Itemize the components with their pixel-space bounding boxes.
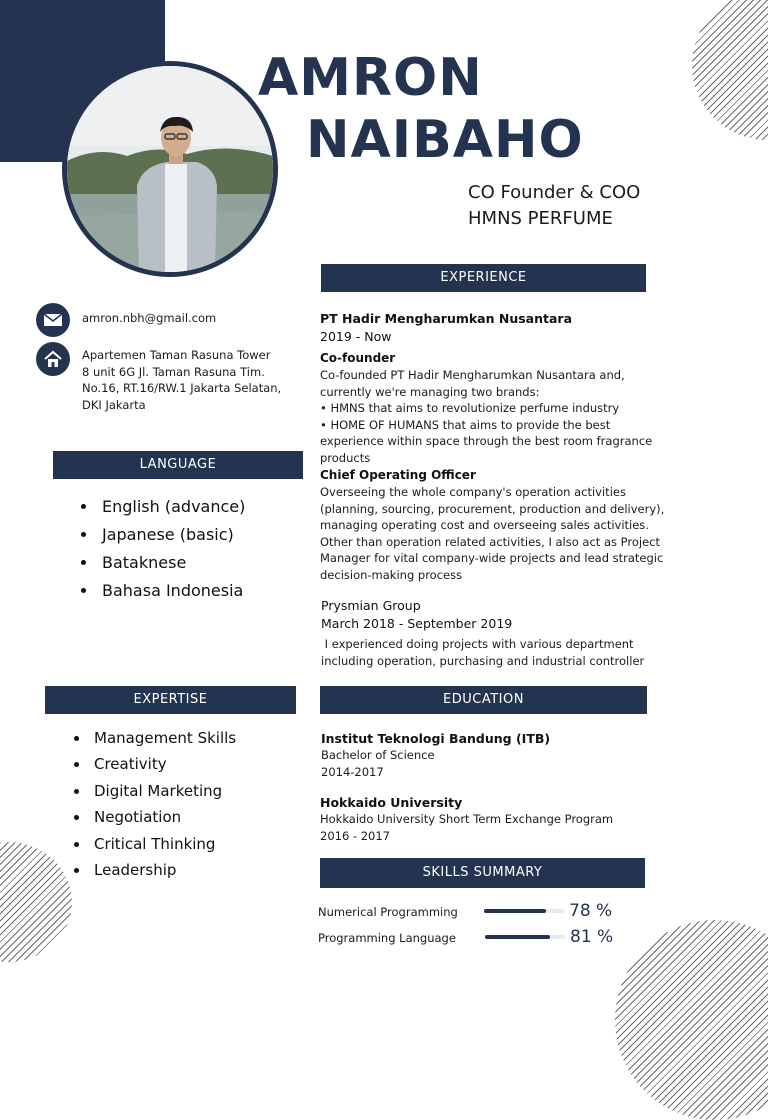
skill-percent: 78 % <box>569 901 613 921</box>
language-item: • English (advance) <box>98 493 245 521</box>
hatched-circle-left <box>0 842 72 962</box>
expertise-item: • Digital Marketing <box>90 778 236 804</box>
address-block <box>82 347 281 413</box>
job-period: March 2018 - September 2019 <box>321 616 513 631</box>
school-years: 2014-2017 <box>321 764 384 779</box>
language-item: • Bahasa Indonesia <box>98 577 245 605</box>
language-heading: LANGUAGE <box>53 451 303 479</box>
description-line: including operation, purchasing and industrial controller <box>321 653 645 668</box>
description-line: managing operating cost and overseeing sales activities. <box>320 518 649 532</box>
school-years: 2016 - 2017 <box>320 828 390 843</box>
expertise-item: • Negotiation <box>90 804 236 830</box>
job-role: Co-founder <box>320 351 396 365</box>
school-name: Hokkaido University <box>320 795 463 810</box>
description-line: I experienced doing projects with various department <box>321 637 634 651</box>
skills-heading: SKILLS SUMMARY <box>320 858 645 888</box>
expertise-item: • Critical Thinking <box>90 831 236 857</box>
job-title: CO Founder & COO <box>468 182 641 203</box>
expertise-item: • Management Skills <box>90 725 236 751</box>
description-line: (planning, sourcing, procurement, production and delivery), <box>320 501 665 516</box>
description-line: Overseeing the whole company's operation activities <box>320 485 626 499</box>
profile-photo <box>62 61 278 277</box>
address-line: No.16, RT.16/RW.1 Jakarta Selatan, <box>82 381 282 395</box>
skill-bar-fill <box>484 909 546 913</box>
job-period: 2019 - Now <box>320 329 392 344</box>
job-company: Prysmian Group <box>321 598 421 613</box>
education-entry <box>320 795 700 844</box>
hatched-circle-bottom-right <box>615 920 768 1120</box>
portrait-image <box>67 66 273 272</box>
language-item: • Japanese (basic) <box>98 521 245 549</box>
school-degree: Hokkaido University Short Term Exchange Program <box>320 812 614 826</box>
description-line: currently we're managing two brands: <box>320 384 540 399</box>
email-icon-circle <box>36 303 70 337</box>
school-name: Institut Teknologi Bandung (ITB) <box>321 731 551 746</box>
envelope-icon <box>36 303 70 337</box>
skill-bar-track <box>484 909 564 913</box>
description-line: Manager for vital company-wide projects and lead strategic <box>320 551 664 565</box>
education-entry <box>321 731 701 780</box>
skill-label: Programming Language <box>318 931 456 945</box>
email-text[interactable]: amron.nbh@gmail.com <box>82 311 217 325</box>
job-entry <box>320 310 710 583</box>
expertise-item: • Creativity <box>90 751 236 777</box>
skill-bar-fill <box>485 935 550 939</box>
description-line: experience within space through the best room fragrance <box>320 434 653 448</box>
expertise-heading: EXPERTISE <box>45 686 296 714</box>
job-entry <box>321 597 711 669</box>
language-item: • Bataknese <box>98 549 245 577</box>
job-description <box>320 367 710 466</box>
description-line: Co-founded PT Hadir Mengharumkan Nusantara and, <box>320 368 625 382</box>
description-line: products <box>320 450 371 465</box>
expertise-item: • Leadership <box>90 857 236 883</box>
description-line: • HOME OF HUMANS that aims to provide the best <box>320 417 611 432</box>
description-line: decision-making process <box>320 567 463 582</box>
description-line: Other than operation related activities, I also act as Project <box>320 534 661 549</box>
job-role: Chief Operating Officer <box>320 468 476 482</box>
description-line: • HMNS that aims to revolutionize perfume industry <box>320 401 620 415</box>
job-description <box>320 484 710 583</box>
first-name: AMRON <box>258 48 483 108</box>
education-heading: EDUCATION <box>320 686 647 714</box>
experience-heading: EXPERIENCE <box>321 264 646 292</box>
company-title: HMNS PERFUME <box>468 208 613 229</box>
job-company: PT Hadir Mengharumkan Nusantara <box>320 311 573 326</box>
address-icon-circle <box>36 342 70 376</box>
address-line: Apartemen Taman Rasuna Tower <box>82 348 271 362</box>
school-degree: Bachelor of Science <box>321 748 435 762</box>
hatched-circle-top-right <box>692 0 768 140</box>
skill-bar-track <box>485 935 565 939</box>
address-line: DKI Jakarta <box>82 397 146 412</box>
address-line: 8 unit 6G Jl. Taman Rasuna Tim. <box>82 364 265 379</box>
expertise-list <box>68 725 236 883</box>
last-name: NAIBAHO <box>306 110 584 170</box>
language-list <box>76 493 245 605</box>
skill-label: Numerical Programming <box>318 905 458 919</box>
home-icon <box>36 342 70 376</box>
job-description <box>321 636 711 669</box>
skill-percent: 81 % <box>570 927 614 947</box>
